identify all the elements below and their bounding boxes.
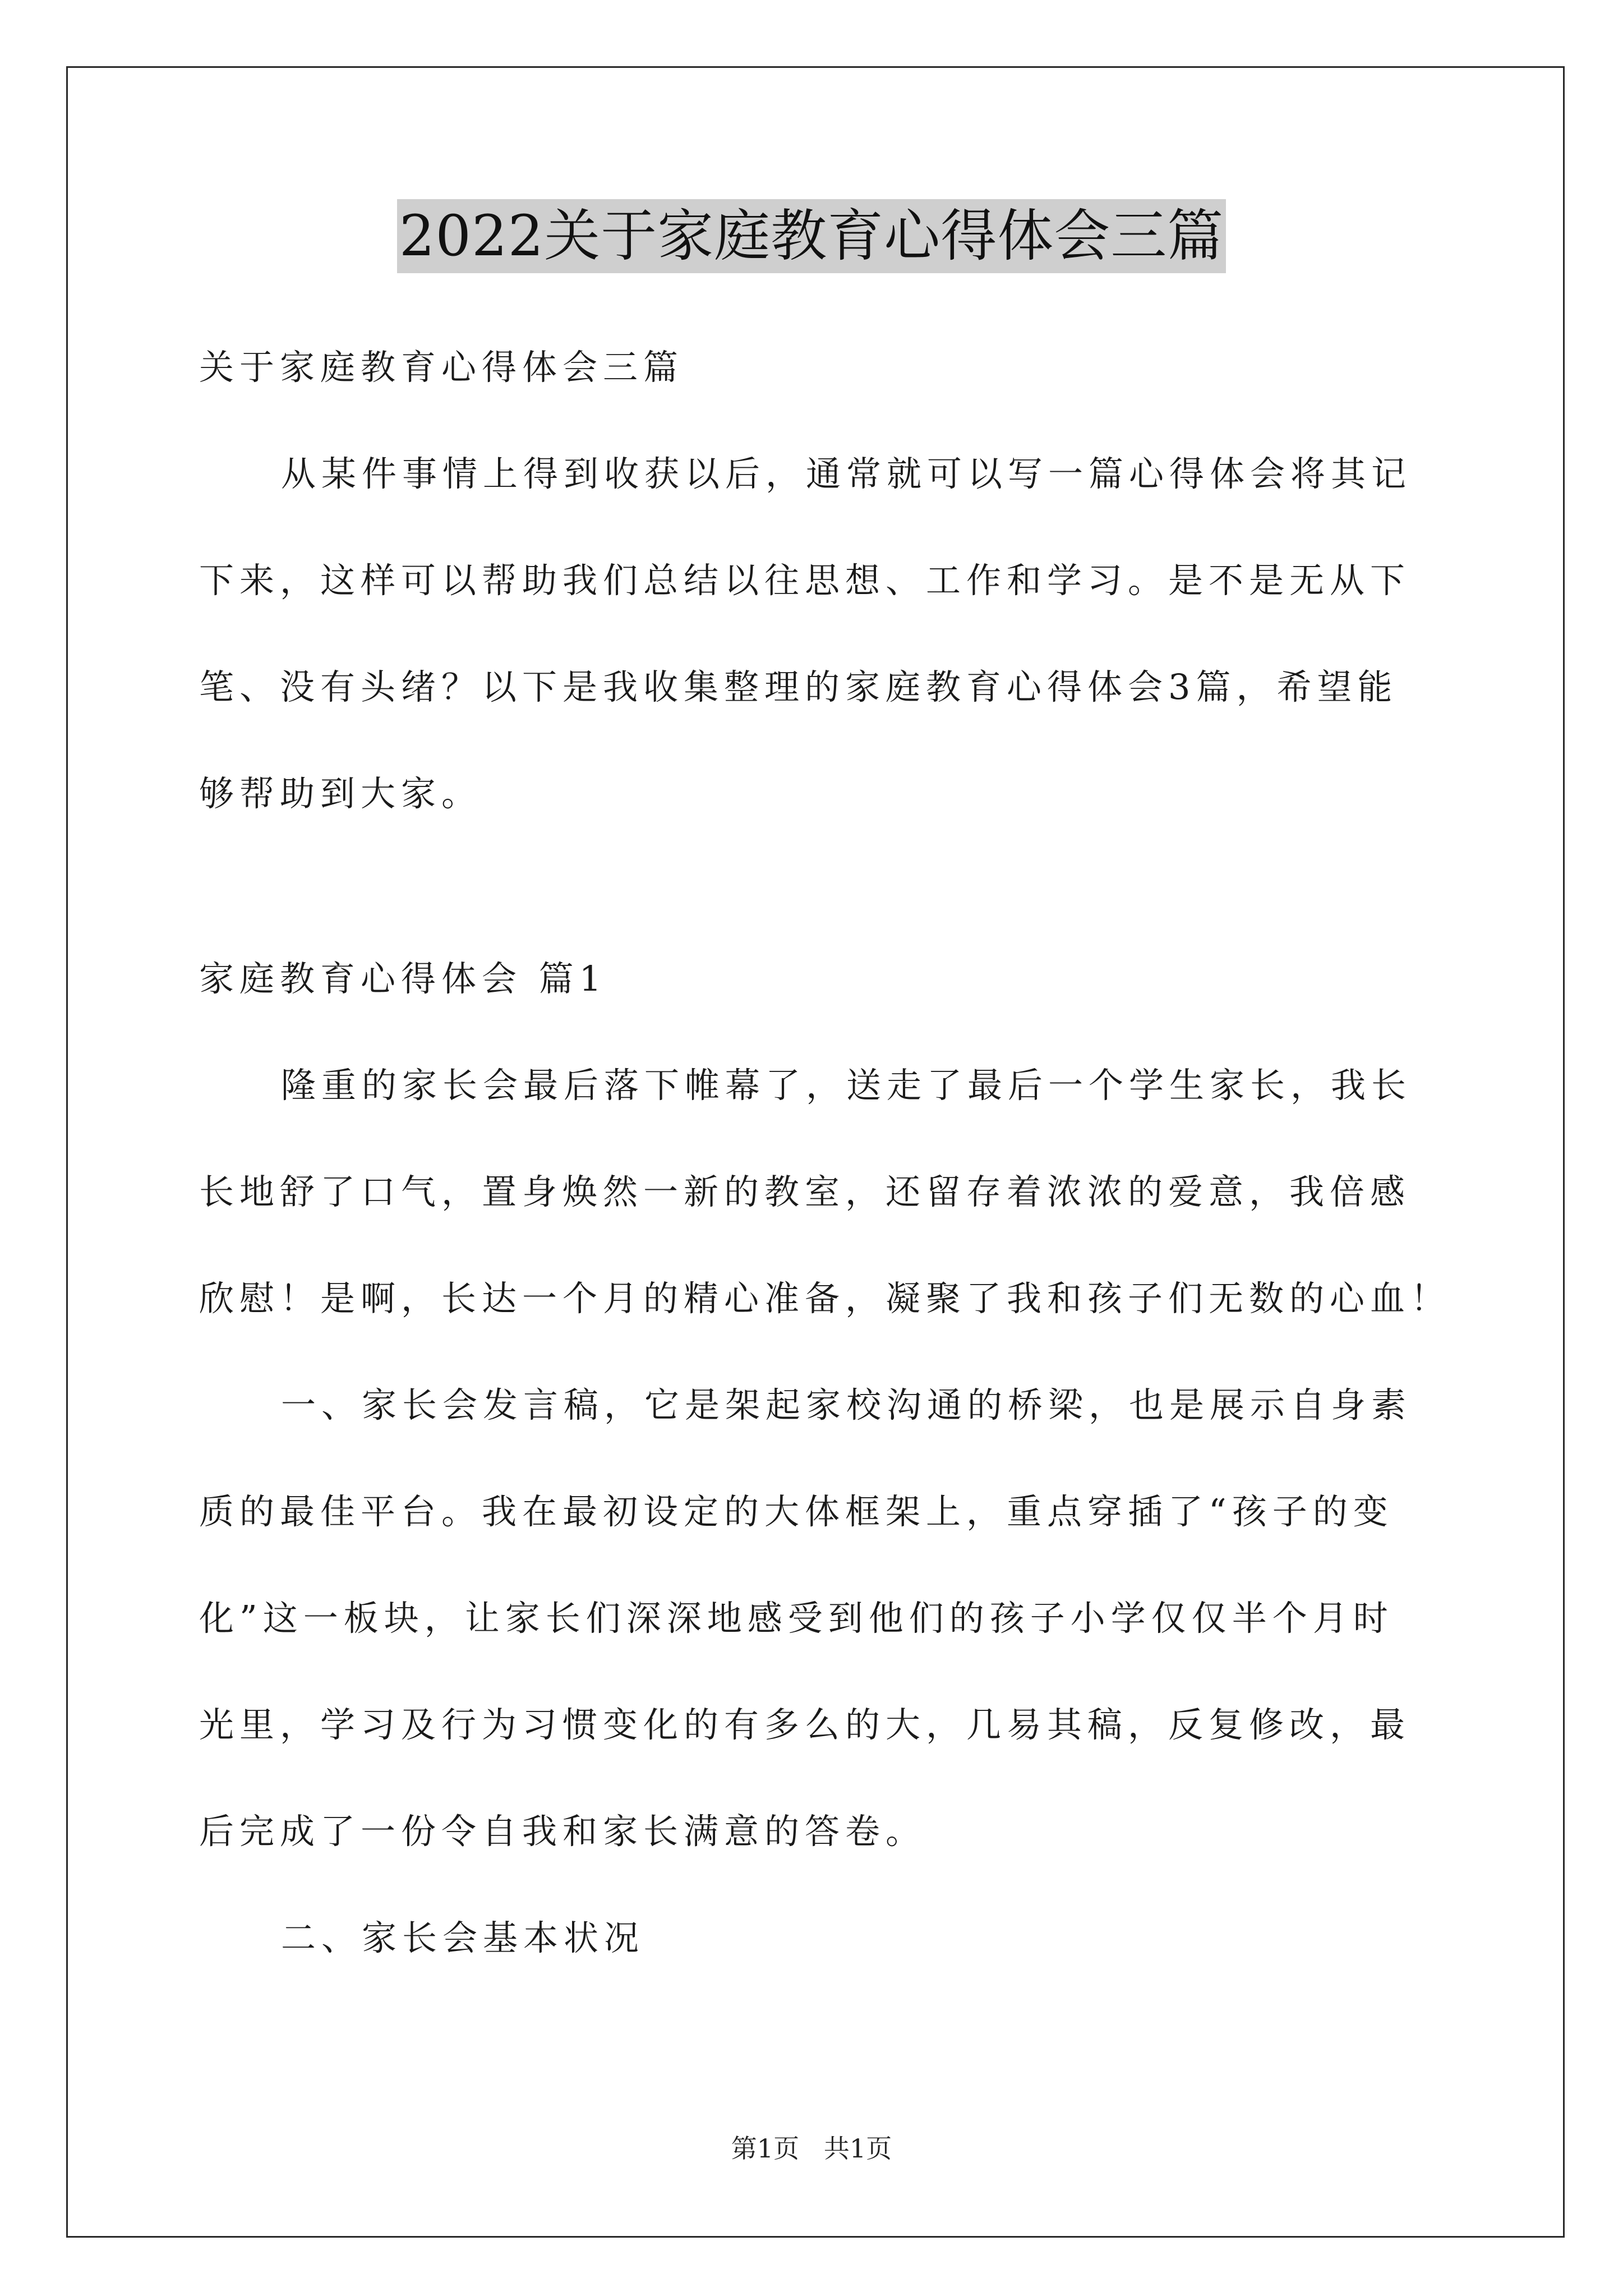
paragraph-line: 隆重的家长会最后落下帷幕了，送走了最后一个学生家长，我长: [281, 1065, 1412, 1106]
paragraph-line: 一、家长会发言稿，它是架起家校沟通的桥梁，也是展示自身素: [281, 1384, 1412, 1425]
page-footer: 第1页 共1页: [731, 2133, 892, 2164]
paragraph-line: 后完成了一份令自我和家长满意的答卷。: [199, 1811, 926, 1852]
subtitle-line: 关于家庭教育心得体会三篇: [199, 347, 684, 388]
document-body: [199, 314, 1451, 1991]
title-container: [0, 199, 1623, 273]
section-heading: 家庭教育心得体会 篇1: [199, 958, 607, 999]
paragraph-line: 长地舒了口气，置身焕然一新的教室，还留存着浓浓的爱意，我倍感: [199, 1171, 1411, 1212]
paragraph-line: 质的最佳平台。我在最初设定的大体框架上，重点穿插了“孩子的变: [199, 1491, 1394, 1532]
paragraph-line: 光里，学习及行为习惯变化的有多么的大，几易其稿，反复修改，最: [199, 1704, 1411, 1745]
paragraph-line: 二、家长会基本状况: [281, 1917, 645, 1958]
paragraph-line: 够帮助到大家。: [199, 773, 482, 814]
section-gap: [199, 847, 1438, 926]
paragraph-line: 化”这一板块，让家长们深深地感受到他们的孩子小学仅仅半个月时: [199, 1598, 1394, 1639]
paragraph-line: 下来，这样可以帮助我们总结以往思想、工作和学习。是不是无从下: [199, 560, 1411, 601]
paragraph-line: 欣慰！是啊，长达一个月的精心准备，凝聚了我和孩子们无数的心血！: [199, 1278, 1451, 1319]
paragraph-line: 笔、没有头绪？以下是我收集整理的家庭教育心得体会3篇，希望能: [199, 666, 1398, 707]
document-title: 2022关于家庭教育心得体会三篇: [397, 199, 1227, 273]
paragraph-line: 从某件事情上得到收获以后，通常就可以写一篇心得体会将其记: [281, 453, 1412, 494]
